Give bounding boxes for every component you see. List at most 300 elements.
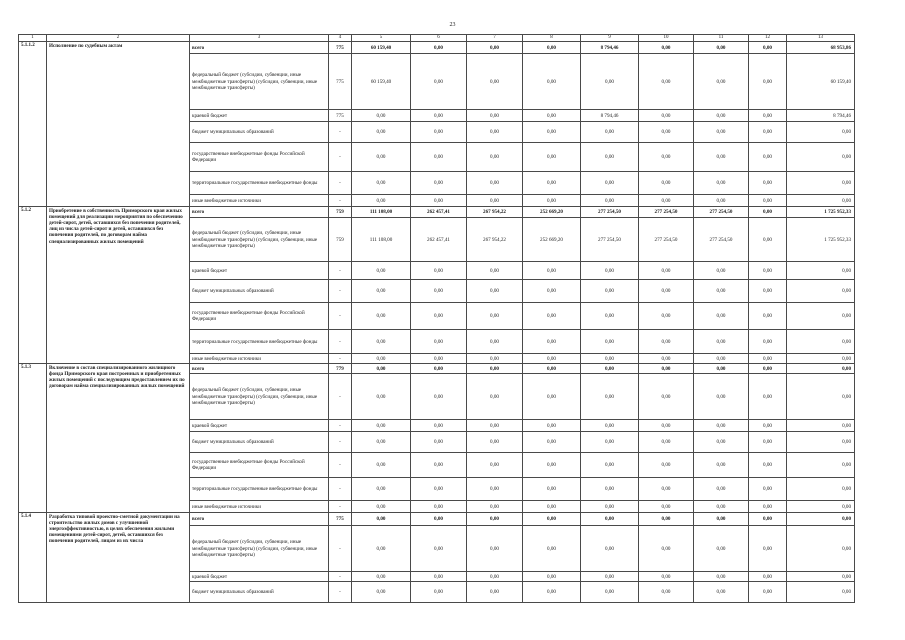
funding-source: государственные внебюджетные фонды Российской Федерации xyxy=(190,303,329,330)
amount-cell: 0,00 xyxy=(694,122,749,143)
amount-cell: 0,00 xyxy=(787,143,855,172)
amount-cell: 0,00 xyxy=(639,172,694,195)
budget-code: - xyxy=(329,582,352,603)
amount-cell: 0,00 xyxy=(694,143,749,172)
amount-cell: 0,00 xyxy=(749,195,787,207)
funding-source: краевой бюджет xyxy=(190,420,329,432)
amount-cell: 0,00 xyxy=(787,513,855,526)
amount-cell: 0,00 xyxy=(639,572,694,582)
amount-cell: 0,00 xyxy=(581,280,639,303)
amount-cell: 0,00 xyxy=(787,172,855,195)
amount-cell: 0,00 xyxy=(352,453,411,478)
budget-code: - xyxy=(329,262,352,280)
amount-cell: 0,00 xyxy=(787,195,855,207)
amount-cell: 0,00 xyxy=(523,501,581,513)
funding-source: территориальные государственные внебюджетные фонды xyxy=(190,330,329,354)
amount-cell: 0,00 xyxy=(749,526,787,572)
amount-cell: 0,00 xyxy=(694,330,749,354)
budget-code: - xyxy=(329,354,352,364)
amount-cell: 0,00 xyxy=(787,420,855,432)
measure-title: Включение в состав специализированного жилищного фонда Приморского края построенных и приобретенных жилых помещений с последующим предоставлением их по договорам найма специализированных жилых помещений xyxy=(47,364,190,513)
amount-cell: 0,00 xyxy=(639,501,694,513)
amount-cell: 68 953,86 xyxy=(787,42,855,54)
amount-cell: 0,00 xyxy=(411,122,467,143)
amount-cell: 0,00 xyxy=(467,420,523,432)
page-number: 23 xyxy=(449,22,456,28)
measure-title: Приобретение в собственность Приморского края жилых помещений для реализации мероприятия по обеспечению детей-сирот, детей, оставшихся без попечения родителей, лиц из числа детей-сирот и детей, оставшихся без попечения родителей, по договорам найма специализированных жилых помещений xyxy=(47,207,190,364)
amount-cell: 0,00 xyxy=(523,354,581,364)
amount-cell: 0,00 xyxy=(749,143,787,172)
funding-source: всего xyxy=(190,207,329,218)
amount-cell: 0,00 xyxy=(523,526,581,572)
amount-cell: 0,00 xyxy=(467,262,523,280)
budget-code: - xyxy=(329,374,352,420)
funding-source: иные внебюджетные источники xyxy=(190,501,329,513)
amount-cell: 0,00 xyxy=(581,330,639,354)
amount-cell: 0,00 xyxy=(787,582,855,603)
budget-code: 775 xyxy=(329,110,352,122)
amount-cell: 0,00 xyxy=(581,432,639,453)
amount-cell: 0,00 xyxy=(411,513,467,526)
amount-cell: 0,00 xyxy=(411,54,467,110)
amount-cell: 0,00 xyxy=(411,195,467,207)
amount-cell: 0,00 xyxy=(352,572,411,582)
amount-cell: 0,00 xyxy=(694,54,749,110)
funding-source: бюджет муниципальных образований xyxy=(190,122,329,143)
amount-cell: 277 254,50 xyxy=(581,207,639,218)
column-number: 8 xyxy=(523,35,581,42)
column-number: 9 xyxy=(581,35,639,42)
amount-cell: 0,00 xyxy=(694,572,749,582)
amount-cell: 0,00 xyxy=(352,195,411,207)
amount-cell: 0,00 xyxy=(749,122,787,143)
amount-cell: 0,00 xyxy=(581,501,639,513)
amount-cell: 0,00 xyxy=(749,330,787,354)
amount-cell: 0,00 xyxy=(523,280,581,303)
amount-cell: 0,00 xyxy=(523,122,581,143)
amount-cell: 0,00 xyxy=(694,195,749,207)
column-number: 6 xyxy=(411,35,467,42)
row-index: 5.1.3 xyxy=(19,364,47,513)
amount-cell: 0,00 xyxy=(639,354,694,364)
budget-code: 775 xyxy=(329,54,352,110)
amount-cell: 0,00 xyxy=(639,432,694,453)
amount-cell: 0,00 xyxy=(581,572,639,582)
amount-cell: 8 794,46 xyxy=(581,42,639,54)
amount-cell: 267 954,22 xyxy=(467,207,523,218)
amount-cell: 0,00 xyxy=(411,364,467,374)
amount-cell: 0,00 xyxy=(639,374,694,420)
funding-source: бюджет муниципальных образований xyxy=(190,280,329,303)
column-number: 11 xyxy=(694,35,749,42)
amount-cell: 0,00 xyxy=(749,218,787,262)
funding-source: государственные внебюджетные фонды Российской Федерации xyxy=(190,453,329,478)
amount-cell: 0,00 xyxy=(787,478,855,501)
amount-cell: 0,00 xyxy=(467,143,523,172)
amount-cell: 0,00 xyxy=(639,110,694,122)
amount-cell: 0,00 xyxy=(467,110,523,122)
amount-cell: 0,00 xyxy=(639,122,694,143)
budget-code: - xyxy=(329,420,352,432)
measure-title: Исполнение по судебным актам xyxy=(47,42,190,207)
budget-code: - xyxy=(329,280,352,303)
amount-cell: 0,00 xyxy=(749,303,787,330)
amount-cell: 0,00 xyxy=(639,582,694,603)
amount-cell: 0,00 xyxy=(411,280,467,303)
amount-cell: 0,00 xyxy=(523,432,581,453)
amount-cell: 0,00 xyxy=(523,453,581,478)
amount-cell: 0,00 xyxy=(639,453,694,478)
amount-cell: 0,00 xyxy=(467,330,523,354)
amount-cell: 0,00 xyxy=(352,122,411,143)
amount-cell: 0,00 xyxy=(467,54,523,110)
amount-cell: 60 159,40 xyxy=(787,54,855,110)
amount-cell: 0,00 xyxy=(411,110,467,122)
amount-cell: 0,00 xyxy=(787,501,855,513)
amount-cell: 277 254,50 xyxy=(694,207,749,218)
amount-cell: 0,00 xyxy=(352,513,411,526)
amount-cell: 0,00 xyxy=(352,374,411,420)
amount-cell: 267 954,22 xyxy=(467,218,523,262)
amount-cell: 0,00 xyxy=(749,513,787,526)
amount-cell: 0,00 xyxy=(694,110,749,122)
budget-code: 779 xyxy=(329,364,352,374)
budget-code: - xyxy=(329,526,352,572)
amount-cell: 0,00 xyxy=(749,582,787,603)
amount-cell: 0,00 xyxy=(787,432,855,453)
amount-cell: 0,00 xyxy=(467,172,523,195)
table-row xyxy=(19,42,855,54)
amount-cell: 0,00 xyxy=(411,172,467,195)
amount-cell: 0,00 xyxy=(352,501,411,513)
funding-source: территориальные государственные внебюджетные фонды xyxy=(190,478,329,501)
amount-cell: 0,00 xyxy=(639,143,694,172)
budget-code: - xyxy=(329,303,352,330)
measure-title: Разработка типовой проектно-сметной документации на строительство жилых домов с улучшенной энергоэффективностью, в целях обеспечения жилыми помещениями детей-сирот, детей, оставшихся без попечения родителей, лицам из их числа xyxy=(47,513,190,603)
amount-cell: 0,00 xyxy=(411,582,467,603)
amount-cell: 111 108,00 xyxy=(352,218,411,262)
amount-cell: 0,00 xyxy=(694,262,749,280)
amount-cell: 0,00 xyxy=(787,572,855,582)
amount-cell: 0,00 xyxy=(411,572,467,582)
amount-cell: 0,00 xyxy=(467,303,523,330)
funding-source: федеральный бюджет (субсидии, субвенции, иные межбюджетные трансферты) (субсидии, субвенции, иные межбюджетные трансферты) xyxy=(190,54,329,110)
amount-cell: 0,00 xyxy=(467,364,523,374)
amount-cell: 0,00 xyxy=(694,374,749,420)
budget-code: - xyxy=(329,172,352,195)
funding-source: краевой бюджет xyxy=(190,262,329,280)
funding-source: всего xyxy=(190,364,329,374)
budget-code: - xyxy=(329,330,352,354)
amount-cell: 0,00 xyxy=(467,374,523,420)
amount-cell: 0,00 xyxy=(694,42,749,54)
amount-cell: 0,00 xyxy=(749,110,787,122)
amount-cell: 0,00 xyxy=(694,478,749,501)
amount-cell: 252 669,20 xyxy=(523,218,581,262)
amount-cell: 0,00 xyxy=(523,42,581,54)
column-number: 12 xyxy=(749,35,787,42)
amount-cell: 0,00 xyxy=(411,354,467,364)
amount-cell: 0,00 xyxy=(787,280,855,303)
amount-cell: 0,00 xyxy=(694,280,749,303)
amount-cell: 0,00 xyxy=(749,42,787,54)
amount-cell: 0,00 xyxy=(694,354,749,364)
amount-cell: 0,00 xyxy=(352,110,411,122)
amount-cell: 0,00 xyxy=(749,420,787,432)
budget-code: - xyxy=(329,478,352,501)
amount-cell: 0,00 xyxy=(523,572,581,582)
amount-cell: 1 725 952,33 xyxy=(787,207,855,218)
amount-cell: 0,00 xyxy=(749,478,787,501)
amount-cell: 0,00 xyxy=(787,354,855,364)
amount-cell: 0,00 xyxy=(352,420,411,432)
amount-cell: 0,00 xyxy=(581,453,639,478)
amount-cell: 0,00 xyxy=(787,374,855,420)
amount-cell: 0,00 xyxy=(523,110,581,122)
amount-cell: 0,00 xyxy=(787,364,855,374)
amount-cell: 0,00 xyxy=(694,432,749,453)
column-number: 2 xyxy=(47,35,190,42)
amount-cell: 0,00 xyxy=(411,432,467,453)
amount-cell: 0,00 xyxy=(411,453,467,478)
budget-code: 775 xyxy=(329,513,352,526)
amount-cell: 0,00 xyxy=(411,303,467,330)
amount-cell: 0,00 xyxy=(467,195,523,207)
budget-code: - xyxy=(329,453,352,478)
amount-cell: 0,00 xyxy=(352,364,411,374)
amount-cell: 0,00 xyxy=(523,364,581,374)
amount-cell: 0,00 xyxy=(467,572,523,582)
amount-cell: 0,00 xyxy=(411,526,467,572)
amount-cell: 0,00 xyxy=(749,280,787,303)
funding-source: всего xyxy=(190,42,329,54)
funding-source: бюджет муниципальных образований xyxy=(190,432,329,453)
budget-code: 759 xyxy=(329,207,352,218)
amount-cell: 0,00 xyxy=(639,420,694,432)
amount-cell: 0,00 xyxy=(581,143,639,172)
amount-cell: 0,00 xyxy=(581,526,639,572)
table-row xyxy=(19,513,855,526)
amount-cell: 0,00 xyxy=(467,526,523,572)
funding-source: всего xyxy=(190,513,329,526)
amount-cell: 0,00 xyxy=(639,513,694,526)
amount-cell: 0,00 xyxy=(523,513,581,526)
amount-cell: 0,00 xyxy=(467,478,523,501)
funding-source: иные внебюджетные источники xyxy=(190,354,329,364)
amount-cell: 0,00 xyxy=(411,330,467,354)
amount-cell: 0,00 xyxy=(787,122,855,143)
amount-cell: 0,00 xyxy=(523,143,581,172)
amount-cell: 0,00 xyxy=(581,478,639,501)
budget-code: 775 xyxy=(329,42,352,54)
amount-cell: 0,00 xyxy=(523,420,581,432)
amount-cell: 0,00 xyxy=(694,501,749,513)
amount-cell: 0,00 xyxy=(352,478,411,501)
amount-cell: 0,00 xyxy=(352,172,411,195)
funding-source: государственные внебюджетные фонды Российской Федерации xyxy=(190,143,329,172)
amount-cell: 0,00 xyxy=(749,354,787,364)
funding-source: иные внебюджетные источники xyxy=(190,195,329,207)
column-number: 10 xyxy=(639,35,694,42)
amount-cell: 262 457,41 xyxy=(411,207,467,218)
amount-cell: 0,00 xyxy=(639,330,694,354)
amount-cell: 8 794,46 xyxy=(581,110,639,122)
amount-cell: 0,00 xyxy=(411,143,467,172)
amount-cell: 0,00 xyxy=(581,364,639,374)
amount-cell: 0,00 xyxy=(523,582,581,603)
budget-code: 759 xyxy=(329,218,352,262)
table-body xyxy=(19,35,855,603)
amount-cell: 0,00 xyxy=(581,262,639,280)
funding-source: территориальные государственные внебюджетные фонды xyxy=(190,172,329,195)
funding-source: федеральный бюджет (субсидии, субвенции, иные межбюджетные трансферты) (субсидии, субвенции, иные межбюджетные трансферты) xyxy=(190,526,329,572)
amount-cell: 0,00 xyxy=(787,330,855,354)
amount-cell: 277 254,50 xyxy=(639,207,694,218)
amount-cell: 0,00 xyxy=(352,280,411,303)
table-row xyxy=(19,207,855,218)
amount-cell: 1 725 952,33 xyxy=(787,218,855,262)
amount-cell: 0,00 xyxy=(749,262,787,280)
amount-cell: 0,00 xyxy=(523,54,581,110)
amount-cell: 0,00 xyxy=(639,364,694,374)
amount-cell: 0,00 xyxy=(749,54,787,110)
amount-cell: 0,00 xyxy=(581,420,639,432)
budget-code: - xyxy=(329,501,352,513)
amount-cell: 0,00 xyxy=(639,526,694,572)
amount-cell: 0,00 xyxy=(523,262,581,280)
amount-cell: 0,00 xyxy=(581,582,639,603)
column-number: 7 xyxy=(467,35,523,42)
budget-code: - xyxy=(329,122,352,143)
amount-cell: 0,00 xyxy=(749,453,787,478)
amount-cell: 0,00 xyxy=(694,513,749,526)
amount-cell: 0,00 xyxy=(581,303,639,330)
amount-cell: 0,00 xyxy=(694,453,749,478)
column-number-row xyxy=(19,35,855,42)
amount-cell: 0,00 xyxy=(639,478,694,501)
amount-cell: 0,00 xyxy=(749,501,787,513)
amount-cell: 0,00 xyxy=(787,303,855,330)
amount-cell: 0,00 xyxy=(411,501,467,513)
amount-cell: 252 669,20 xyxy=(523,207,581,218)
column-number: 1 xyxy=(19,35,47,42)
amount-cell: 0,00 xyxy=(467,453,523,478)
amount-cell: 0,00 xyxy=(581,54,639,110)
column-number: 4 xyxy=(329,35,352,42)
amount-cell: 0,00 xyxy=(411,420,467,432)
amount-cell: 0,00 xyxy=(639,303,694,330)
amount-cell: 111 108,00 xyxy=(352,207,411,218)
amount-cell: 0,00 xyxy=(411,374,467,420)
amount-cell: 60 159,40 xyxy=(352,42,411,54)
amount-cell: 0,00 xyxy=(467,122,523,143)
amount-cell: 0,00 xyxy=(787,262,855,280)
amount-cell: 0,00 xyxy=(639,195,694,207)
amount-cell: 0,00 xyxy=(694,582,749,603)
amount-cell: 0,00 xyxy=(639,262,694,280)
amount-cell: 277 254,50 xyxy=(639,218,694,262)
funding-source: федеральный бюджет (субсидии, субвенции, иные межбюджетные трансферты) (субсидии, субвенции, иные межбюджетные трансферты) xyxy=(190,374,329,420)
amount-cell: 0,00 xyxy=(749,207,787,218)
amount-cell: 8 794,46 xyxy=(787,110,855,122)
amount-cell: 0,00 xyxy=(694,526,749,572)
amount-cell: 0,00 xyxy=(467,354,523,364)
amount-cell: 0,00 xyxy=(523,303,581,330)
amount-cell: 0,00 xyxy=(467,582,523,603)
amount-cell: 0,00 xyxy=(639,42,694,54)
amount-cell: 0,00 xyxy=(694,420,749,432)
amount-cell: 262 457,41 xyxy=(411,218,467,262)
amount-cell: 0,00 xyxy=(787,453,855,478)
amount-cell: 0,00 xyxy=(467,513,523,526)
amount-cell: 0,00 xyxy=(352,582,411,603)
column-number: 3 xyxy=(190,35,329,42)
column-number: 5 xyxy=(352,35,411,42)
amount-cell: 0,00 xyxy=(581,172,639,195)
amount-cell: 0,00 xyxy=(694,303,749,330)
row-index: 5.1.2 xyxy=(19,207,47,364)
amount-cell: 0,00 xyxy=(581,374,639,420)
amount-cell: 0,00 xyxy=(749,172,787,195)
amount-cell: 0,00 xyxy=(411,478,467,501)
amount-cell: 0,00 xyxy=(411,42,467,54)
table-row xyxy=(19,364,855,374)
amount-cell: 0,00 xyxy=(523,172,581,195)
row-index: 5.1.4 xyxy=(19,513,47,603)
amount-cell: 0,00 xyxy=(467,42,523,54)
amount-cell: 0,00 xyxy=(467,280,523,303)
amount-cell: 0,00 xyxy=(352,526,411,572)
amount-cell: 0,00 xyxy=(467,501,523,513)
amount-cell: 0,00 xyxy=(467,432,523,453)
amount-cell: 0,00 xyxy=(352,330,411,354)
amount-cell: 0,00 xyxy=(639,54,694,110)
amount-cell: 0,00 xyxy=(523,374,581,420)
budget-code: - xyxy=(329,195,352,207)
amount-cell: 0,00 xyxy=(787,526,855,572)
amount-cell: 0,00 xyxy=(694,172,749,195)
funding-source: краевой бюджет xyxy=(190,572,329,582)
amount-cell: 0,00 xyxy=(639,280,694,303)
amount-cell: 0,00 xyxy=(581,354,639,364)
row-index: 5.1.1.2 xyxy=(19,42,47,207)
funding-source: бюджет муниципальных образований xyxy=(190,582,329,603)
amount-cell: 0,00 xyxy=(749,572,787,582)
amount-cell: 277 254,50 xyxy=(694,218,749,262)
amount-cell: 0,00 xyxy=(581,513,639,526)
amount-cell: 277 254,50 xyxy=(581,218,639,262)
amount-cell: 0,00 xyxy=(581,122,639,143)
amount-cell: 0,00 xyxy=(694,364,749,374)
amount-cell: 0,00 xyxy=(749,432,787,453)
amount-cell: 0,00 xyxy=(749,364,787,374)
column-number: 13 xyxy=(787,35,855,42)
amount-cell: 0,00 xyxy=(352,354,411,364)
budget-code: - xyxy=(329,572,352,582)
amount-cell: 0,00 xyxy=(352,303,411,330)
amount-cell: 60 159,40 xyxy=(352,54,411,110)
amount-cell: 0,00 xyxy=(411,262,467,280)
amount-cell: 0,00 xyxy=(523,478,581,501)
amount-cell: 0,00 xyxy=(523,330,581,354)
amount-cell: 0,00 xyxy=(352,432,411,453)
funding-source: федеральный бюджет (субсидии, субвенции, иные межбюджетные трансферты) (субсидии, субвенции, иные межбюджетные трансферты) xyxy=(190,218,329,262)
funding-source: краевой бюджет xyxy=(190,110,329,122)
amount-cell: 0,00 xyxy=(352,143,411,172)
budget-code: - xyxy=(329,432,352,453)
budget-table xyxy=(18,34,855,603)
amount-cell: 0,00 xyxy=(523,195,581,207)
